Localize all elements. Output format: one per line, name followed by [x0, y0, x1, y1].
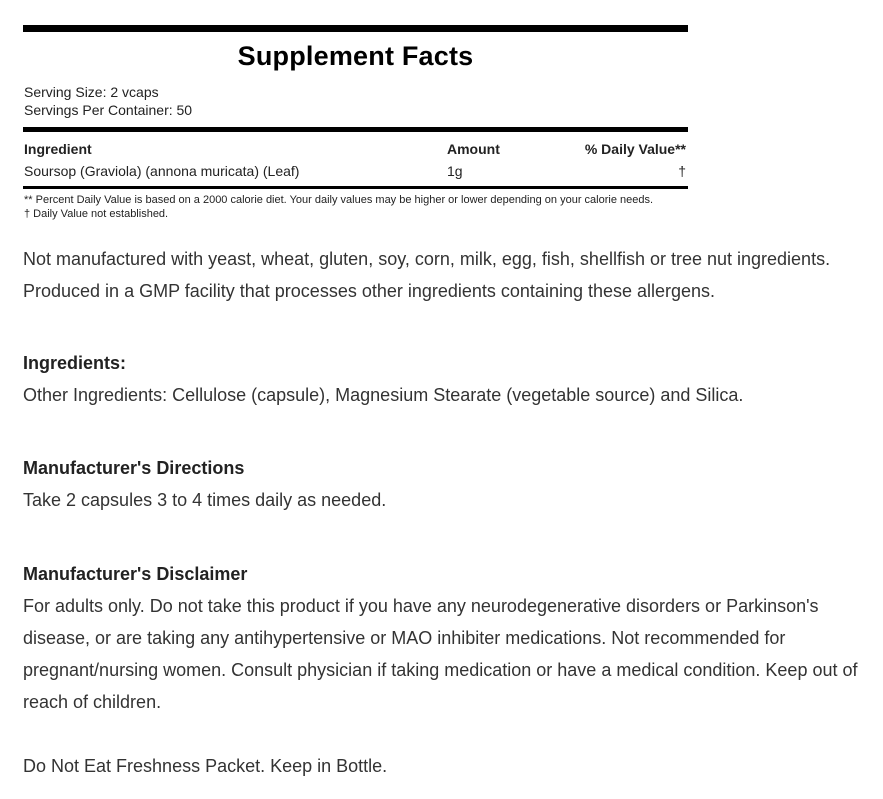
facts-footnotes [23, 193, 688, 221]
closing-statement: Do Not Eat Freshness Packet. Keep in Bottle. [23, 756, 388, 776]
footnote-daily-value: ** Percent Daily Value is based on a 2000 calorie diet. Your daily values may be higher or lower depending on your calorie needs. [24, 194, 654, 206]
servings-per-container: Servings Per Container: 50 [24, 102, 193, 118]
facts-table [23, 127, 688, 189]
ingredients-text: Other Ingredients: Cellulose (capsule), Magnesium Stearate (vegetable source) and Silica. [23, 385, 744, 405]
serving-size: Serving Size: 2 vcaps [24, 84, 159, 100]
row-ingredient: Soursop (Graviola) (annona muricata) (Leaf) [24, 163, 300, 179]
disclaimer-text: For adults only. Do not take this product if you have any neurodegenerative disorders or Parkinson's disease, or are taking any antihypertensive or MAO inhibiter medications. Not recommended for pregnant/nursing women. Consult physician if taking medication or have a medical condition. Keep out of reach of children. [23, 596, 858, 712]
row-amount: 1g [447, 163, 463, 179]
supplement-facts-title: Supplement Facts [237, 41, 474, 71]
directions-text: Take 2 capsules 3 to 4 times daily as needed. [23, 490, 387, 510]
table-row [23, 160, 688, 182]
facts-table-header [23, 138, 688, 160]
header-ingredient: Ingredient [24, 141, 92, 157]
directions-heading: Manufacturer's Directions [23, 458, 245, 478]
footnote-not-established: † Daily Value not established. [24, 208, 169, 220]
serving-info [23, 83, 688, 119]
product-details [23, 243, 863, 782]
header-amount: Amount [447, 141, 500, 157]
allergen-statement: Not manufactured with yeast, wheat, gluten, soy, corn, milk, egg, fish, shellfish or tree nut ingredients. Produced in a GMP facility that processes other ingredients containing these allergens. [23, 249, 831, 301]
supplement-facts-panel [23, 25, 688, 221]
ingredients-heading: Ingredients: [23, 353, 127, 373]
header-daily-value: % Daily Value** [584, 141, 686, 157]
row-daily-value: † [678, 163, 686, 179]
disclaimer-heading: Manufacturer's Disclaimer [23, 564, 248, 584]
